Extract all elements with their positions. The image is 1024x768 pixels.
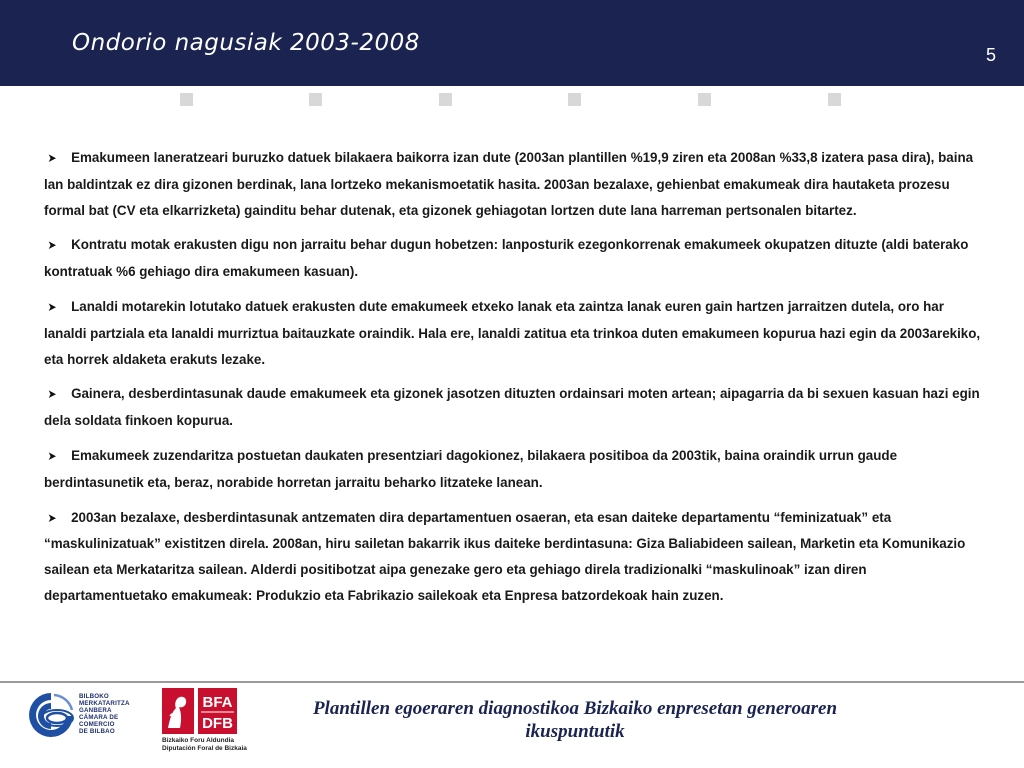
- bfa-logo-text: Bizkaiko Foru Aldundia Diputación Foral de Bizkaia: [162, 737, 247, 752]
- decor-square: [698, 93, 711, 106]
- header-bar: [0, 0, 1024, 86]
- camara-emblem-icon: [26, 690, 78, 740]
- conclusion-paragraph: [44, 145, 984, 223]
- camara-logo-text: BILBOKO MERKATARITZA GANBERA CÁMARA DE COMERCIO DE BILBAO: [79, 693, 130, 735]
- conclusion-paragraph: [44, 294, 984, 372]
- slide-title: Ondorio nagusiak 2003-2008: [72, 30, 420, 56]
- decor-square: [439, 93, 452, 106]
- conclusion-paragraph: [44, 443, 984, 496]
- conclusion-paragraph: [44, 381, 984, 434]
- conclusions-list: [44, 145, 984, 618]
- svg-text:BFA: BFA: [202, 694, 233, 711]
- conclusion-paragraph: [44, 505, 984, 609]
- arrowhead-bullet-icon: ➤: [47, 510, 57, 525]
- paragraph-text: Emakumeen laneratzeari buruzko datuek bilakaera baikorra izan dute (2003an plantillen %19,9 ziren eta 2008an %33,8 izatera pasa dira), baina lan baldintzak ez dira gizonen berdinak, lana lortzeko mekanismoetatik hasita. 2003an bezalaxe, gehienbat emakumeak dira hautaketa prozesu formal bat (CV eta elkarrizketa) gainditu behar dutenak, eta gizonek gehiagotan lortzen dute lana harreman pertsonalen bitartez.: [44, 150, 974, 218]
- camara-comercio-bilbao-logo: [26, 690, 146, 750]
- paragraph-text: 2003an bezalaxe, desberdintasunak antzematen dira departamentuen osaeran, eta esan daiteke departamentu “feminizatuak” eta “maskulinizatuak” existitzen direla. 2008an, hiru sailetan bakarrik ikus daiteke berdintasuna: Giza Baliabideen sailean, Marketin eta Komunikazio sailean eta Merkataritza sailean. Alderdi positibotzat aipa genezake gero eta gehiago direla tradizionalki “maskulinoak” izan diren departamentuetako emakumeak: Produkzio eta Fabrikazio sailekoak eta Enpresa batzordekoak hain zuzen.: [44, 509, 966, 603]
- arrowhead-bullet-icon: ➤: [47, 151, 57, 165]
- svg-text:DFB: DFB: [202, 715, 233, 732]
- decor-square: [180, 93, 193, 106]
- footer-divider: [0, 681, 1024, 683]
- paragraph-text: Kontratu motak erakusten digu non jarraitu behar dugun hobetzen: lanposturik ezegonkorrenak emakumeek okupatzen dituzte (aldi baterako kontratuak %6 gehiago dira emakumeen kasuan).: [44, 237, 969, 280]
- conclusion-paragraph: [44, 232, 984, 285]
- arrowhead-bullet-icon: ➤: [47, 299, 57, 314]
- arrowhead-bullet-icon: ➤: [47, 448, 57, 463]
- slide-number: 5: [985, 45, 996, 65]
- decor-square: [568, 93, 581, 106]
- paragraph-text: Emakumeek zuzendaritza postuetan daukaten presentziari dagokionez, bilakaera positiboa da 2003tik, baina oraindik urrun gaude berdintasunetik eta, beraz, norabide horretan jarraitu beharko litzateke lanean.: [44, 447, 898, 490]
- bizkaiko-foru-aldundia-logo: [162, 688, 272, 758]
- arrowhead-bullet-icon: ➤: [47, 387, 57, 402]
- footer-title: Plantillen egoeraren diagnostikoa Bizkaiko enpresetan generoaren ikuspuntutik: [312, 698, 838, 742]
- decor-square: [828, 93, 841, 106]
- decor-square: [309, 93, 322, 106]
- bfa-emblem-icon: [162, 688, 237, 736]
- arrowhead-bullet-icon: ➤: [47, 238, 57, 253]
- paragraph-text: Gainera, desberdintasunak daude emakumeek eta gizonek jasotzen dituzten ordainsari moten artean; aipagarria da bi sexuen kasuan hazi egin dela soldata finkoen kopurua.: [44, 386, 980, 429]
- decorative-squares: [0, 93, 1024, 109]
- paragraph-text: Lanaldi motarekin lotutako datuek erakusten dute emakumeek etxeko lanak eta zaintza lanak euren gain hartzen jarraitzen dutela, oro har lanaldi partziala eta lanaldi murriztua baitauzkate oraindik. Hala ere, lanaldi zatitua eta trinkoa duten emakumeen kopurua hazi egin da 2003arekiko, eta horrek aldaketa erakuts lezake.: [44, 298, 981, 367]
